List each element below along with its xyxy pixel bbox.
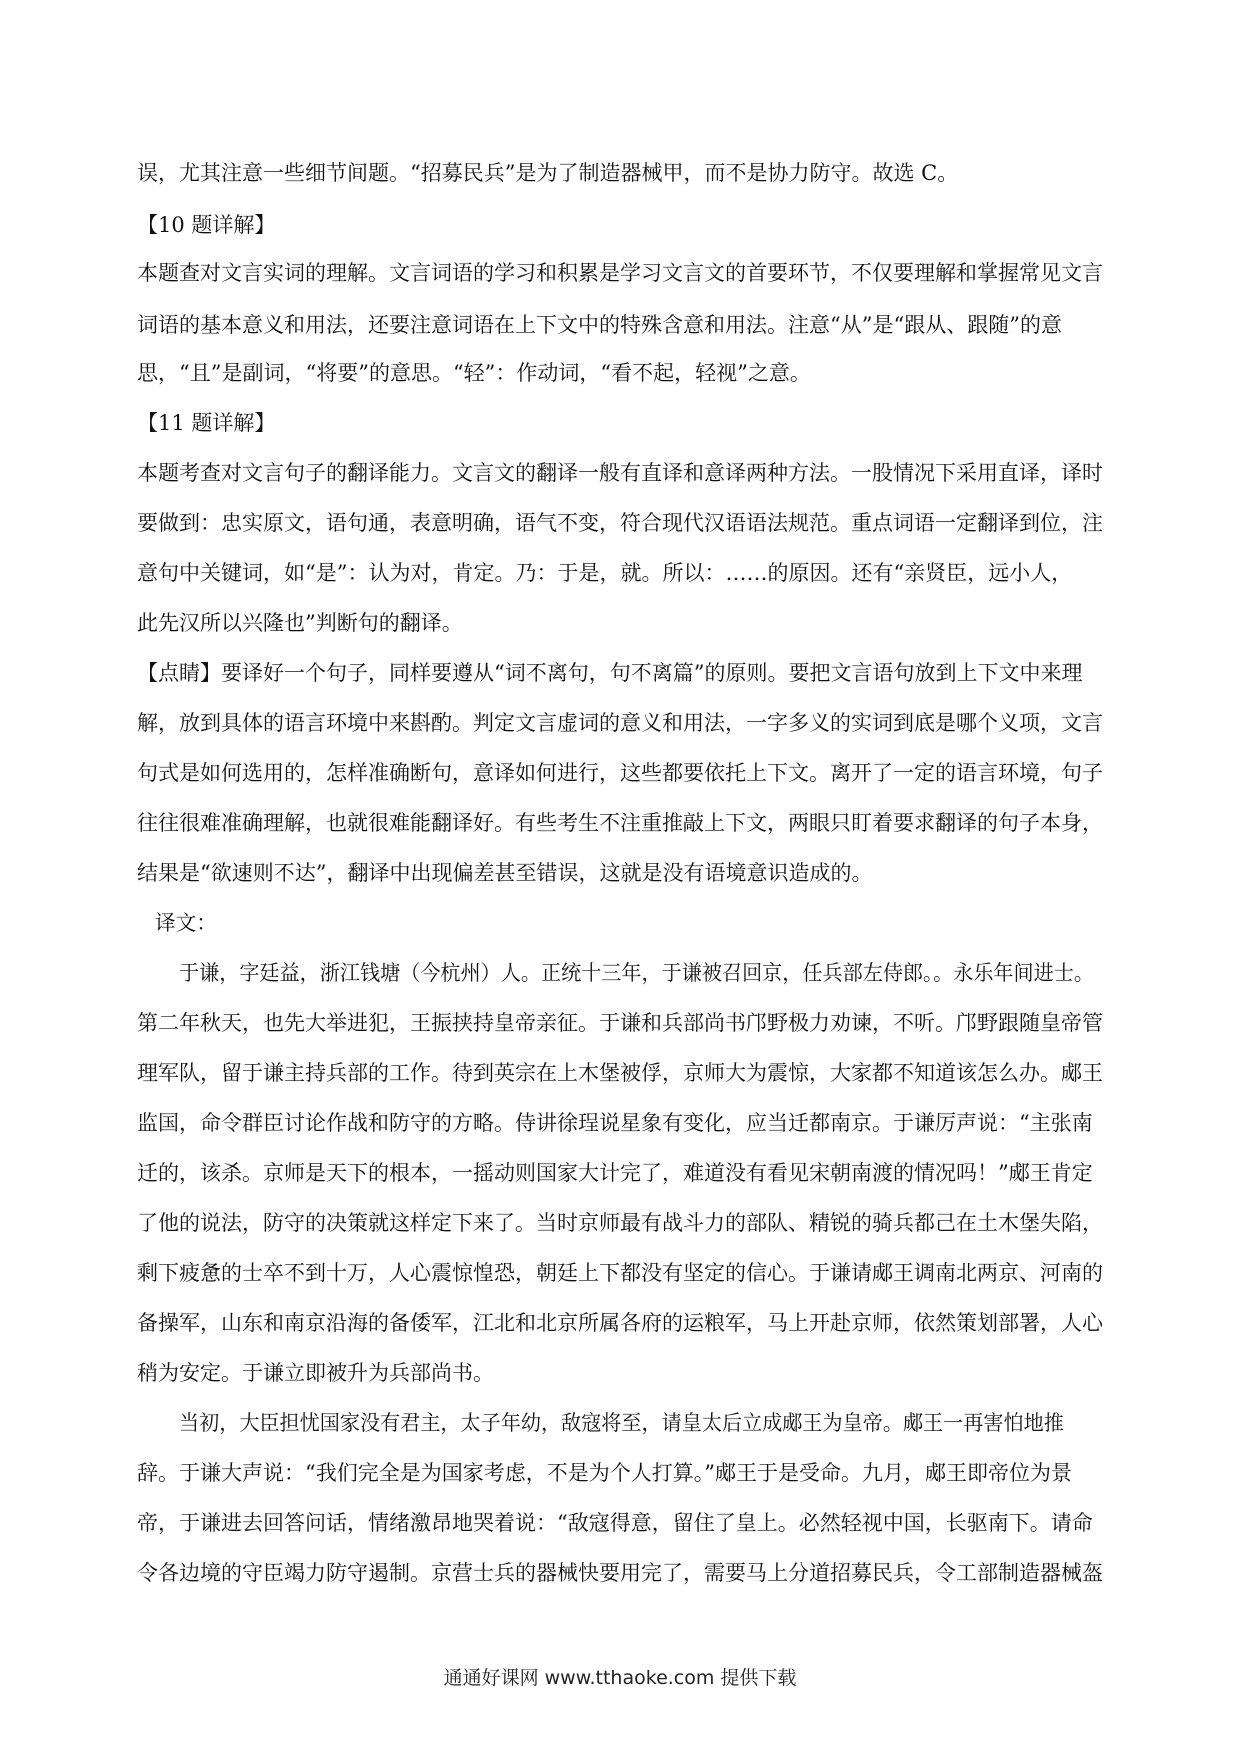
text-line: 结果是“欲速则不达”，翻译中出现偏差甚至错误，这就是没有语境意识造成的。 bbox=[137, 861, 873, 885]
text-line: 【点睛】要译好一个句子，同样要遵从“词不离句，句不离篇”的原则。要把文言语句放到上下文中来理 bbox=[137, 661, 1083, 685]
text-line: 要做到：忠实原文，语句通，表意明确，语气不变，符合现代汉语语法规范。重点词语一定翻译到位，注 bbox=[137, 511, 1103, 535]
text-line: 意句中关键词，如“是”：认为对，肯定。乃：于是，就。所以：……的原因。还有“亲贤臣，远小人， bbox=[137, 561, 1073, 585]
text-line: 稍为安定。于谦立即被升为兵部尚书。 bbox=[137, 1361, 494, 1385]
text-line: 往往很难准确理解，也就很难能翻译好。有些考生不注重推敲上下文，两眼只盯着要求翻译的句子本身， bbox=[137, 811, 1103, 835]
text-line: 剩下疲惫的士卒不到十万，人心震惊惶恐，朝廷上下都没有坚定的信心。于谦请郕王调南北两京、河南的 bbox=[137, 1261, 1103, 1285]
text-line: 辞。于谦大声说：“我们完全是为国家考虑，不是为个人打算。”郕王于是受命。九月，郕王即帝位为景 bbox=[137, 1461, 1072, 1485]
text-line: 令各边境的守臣竭力防守遏制。京营士兵的器械快要用完了，需要马上分道招募民兵，令工部制造器械盔 bbox=[137, 1561, 1103, 1585]
text-line: 迁的，该杀。京师是天下的根本，一摇动则国家大计完了，难道没有看见宋朝南渡的情况吗！”郕王肯定 bbox=[137, 1161, 1093, 1185]
text-line: 备操军，山东和南京沿海的备倭军，江北和北京所属各府的运粮军，马上开赴京师，依然策划部署，人心 bbox=[137, 1311, 1103, 1335]
text-line: 于谦，字廷益，浙江钱塘（今杭州）人。正统十三年，于谦被召回京，任兵部左侍郎。。永乐年间进士。 bbox=[179, 961, 1094, 985]
text-line: 此先汉所以兴隆也”判断句的翻译。 bbox=[137, 611, 463, 635]
text-line: 本题查对文言实词的理解。文言词语的学习和积累是学习文言文的首要环节，不仅要理解和掌握常见文言 bbox=[137, 261, 1103, 285]
text-line: 当初，大臣担忧国家没有君主，太子年幼，敌寇将至，请皇太后立成郕王为皇帝。郕王一再害怕地推 bbox=[179, 1411, 1064, 1435]
text-line: 误，尤其注意一些细节间题。“招募民兵”是为了制造器械甲，而不是协力防守。故选 C。 bbox=[137, 161, 959, 185]
text-line: 解，放到具体的语言环境中来斟酌。判定文言虚词的意义和用法，一字多义的实词到底是哪个义项，文言 bbox=[137, 711, 1103, 735]
page-footer: 通通好课网 www.tthaoke.com 提供下载 bbox=[443, 1667, 797, 1689]
text-line: 理军队，留于谦主持兵部的工作。待到英宗在上木堡被俘，京师大为震惊，大家都不知道该怎么办。郕王 bbox=[137, 1061, 1103, 1085]
text-line: 句式是如何选用的，怎样准确断句，意译如何进行，这些都要依托上下文。离开了一定的语言环境，句子 bbox=[137, 761, 1103, 785]
text-line: 本题考查对文言句子的翻译能力。文言文的翻译一般有直译和意译两种方法。一股情况下采用直译，译时 bbox=[137, 461, 1103, 485]
text-line: 帝，于谦进去回答问话，情绪激昂地哭着说：“敌寇得意，留住了皇上。必然轻视中国，长驱南下。请命 bbox=[137, 1511, 1093, 1535]
text-line: 第二年秋天，也先大举进犯，王振挟持皇帝亲征。于谦和兵部尚书邝野极力劝谏，不听。邝野跟随皇帝管 bbox=[137, 1011, 1103, 1035]
translation-label: 译文： bbox=[155, 911, 217, 935]
text-line: 了他的说法，防守的决策就这样定下来了。当时京师最有战斗力的部队、精锐的骑兵都己在土木堡失陷， bbox=[137, 1211, 1103, 1235]
text-line: 词语的基本意义和用法，还要注意词语在上下文中的特殊含意和用法。注意“从”是“跟从、跟随”的意 bbox=[137, 313, 1062, 337]
text-line: 思，“且”是副词，“将要”的意思。“轻”：作动词，“看不起，轻视”之意。 bbox=[137, 361, 811, 385]
section-heading: 【10 题详解】 bbox=[137, 213, 276, 237]
text-line: 监国，命令群臣讨论作战和防守的方略。侍讲徐珵说星象有变化，应当迁都南京。于谦厉声说：“主张南 bbox=[137, 1111, 1093, 1135]
section-heading: 【11 题详解】 bbox=[137, 411, 276, 435]
